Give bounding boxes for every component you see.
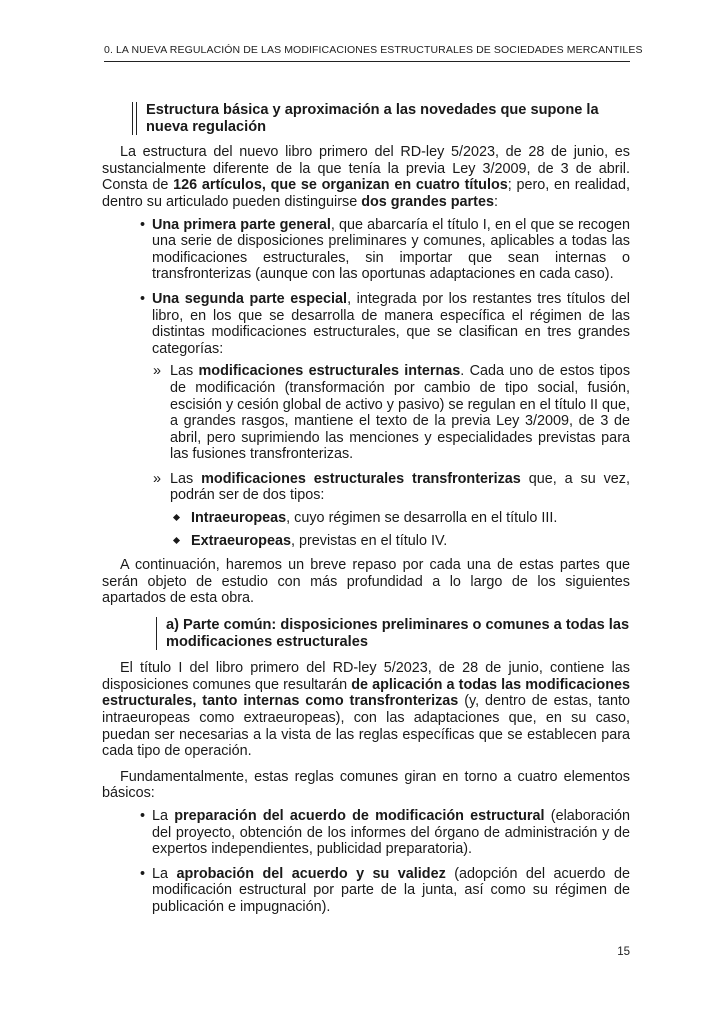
diamond-bullet-icon: [173, 537, 180, 544]
list-item: » Las modificaciones estructurales transfronterizas que, a su vez, podrán ser de dos tipos: Intraeuropeas, cuyo régimen se desarrolla en el título III. Extraeuropeas, previstas en el título IV.: [153, 470, 630, 549]
parts-list: [102, 217, 630, 550]
closing-paragraph: A continuación, haremos un breve repaso por cada una de estas partes que serán objeto de estudio con más profundidad a lo largo de los siguientes apartados de esta obra.: [102, 557, 630, 607]
list-item: • Una segunda parte especial, integrada por los restantes tres títulos del libro, en los que se desarrolla de manera específica el régimen de las distintas modificaciones estructurales, que se clasifican en tres grandes categorías: » Las modificaciones estructurales internas. Cada uno de estos tipos de modificación (transformación por cambio de tipo social, fusión, escisión y cesión global de activo y pasivo) se regulan en el título II que, a grandes rasgos, mantiene el texto de la previa Ley 3/2009, de 3 de abril, pero suprimiendo las menciones y especialidades previstas para las fusiones transfronterizas. » Las modificaciones estructurales transfronterizas que, a su vez, podrán ser de dos tipos: Intraeuropeas, cuyo régimen se desarrolla en el título III. Extraeuropeas, previstas en el título IV.: [140, 290, 631, 549]
elements-list: [102, 808, 630, 916]
list-item: Intraeuropeas, cuyo régimen se desarrolla en el título III.: [170, 510, 630, 527]
double-chevron-icon: »: [153, 470, 162, 487]
list-item: » Las modificaciones estructurales internas. Cada uno de estos tipos de modificación (transformación por cambio de tipo social, fusión, escisión y cesión global de activo y pasivo) se regulan en el título II que, a grandes rasgos, mantiene el texto de la previa Ley 3/2009, de 3 de abril, pero suprimiendo las menciones y especialidades previstas para las fusiones transfronterizas.: [153, 363, 631, 463]
bullet-dot-icon: •: [140, 807, 146, 824]
diamond-bullet-icon: [173, 514, 180, 521]
list-item: Extraeuropeas, previstas en el título IV.: [170, 533, 630, 550]
heading-bar: [136, 102, 137, 135]
list-item: • La aprobación del acuerdo y su validez (adopción del acuerdo de modificación estructural por parte de la junta, así como su régimen de publicación e impugnación).: [140, 865, 630, 915]
running-header: 0. LA NUEVA REGULACIÓN DE LAS MODIFICACIONES ESTRUCTURALES DE SOCIEDADES MERCANTILES: [104, 44, 630, 62]
heading-bar: [156, 617, 157, 650]
section-heading: [132, 102, 630, 135]
page-content: [102, 97, 630, 924]
categories-list: [152, 363, 630, 549]
page-number: 15: [617, 946, 630, 958]
list-item: • Una primera parte general, que abarcaría el título I, en el que se recogen una serie de disposiciones preliminares y comunes, aplicables a todas las modificaciones estructurales, sin importar que sean internas o transfronterizas (aunque con las oportunas adaptaciones en cada caso).: [140, 216, 630, 283]
heading-bar: [132, 102, 133, 135]
double-chevron-icon: »: [153, 363, 162, 380]
section-heading-text: Estructura básica y aproximación a las novedades que supone la nueva regulación: [146, 102, 599, 135]
types-list: [170, 510, 630, 549]
body-paragraph: El título I del libro primero del RD-ley 5/2023, de 28 de junio, contiene las disposiciones comunes que resultarán de aplicación a todas las modificaciones estructurales, tanto internas como transfronterizas (y, dentro de estas, tanto intraeuropeas como extraeuropeas), con las adaptaciones que, en su caso, puedan ser necesarias a la vista de las reglas específicas que se establecen para cada tipo de operación.: [102, 660, 630, 760]
intro-paragraph: La estructura del nuevo libro primero del RD-ley 5/2023, de 28 de junio, es sustancialmente diferente de la que tenía la previa Ley 3/2009, de 3 de abril. Consta de 126 artículos, que se organizan en cuatro títulos; pero, en realidad, dentro su articulado pueden distinguirse dos grandes partes:: [102, 144, 630, 210]
bullet-dot-icon: •: [140, 290, 146, 307]
bullet-dot-icon: •: [140, 865, 146, 882]
subsection-heading: [156, 617, 630, 650]
list-item: • La preparación del acuerdo de modificación estructural (elaboración del proyecto, obtención de los informes del órgano de administración y de expertos independientes, publicidad preparatoria).: [140, 807, 630, 858]
body-paragraph: Fundamentalmente, estas reglas comunes giran en torno a cuatro elementos básicos:: [102, 768, 630, 802]
subsection-heading-text: a) Parte común: disposiciones preliminares o comunes a todas las modificaciones estructurales: [166, 617, 630, 650]
bullet-dot-icon: •: [140, 216, 146, 233]
